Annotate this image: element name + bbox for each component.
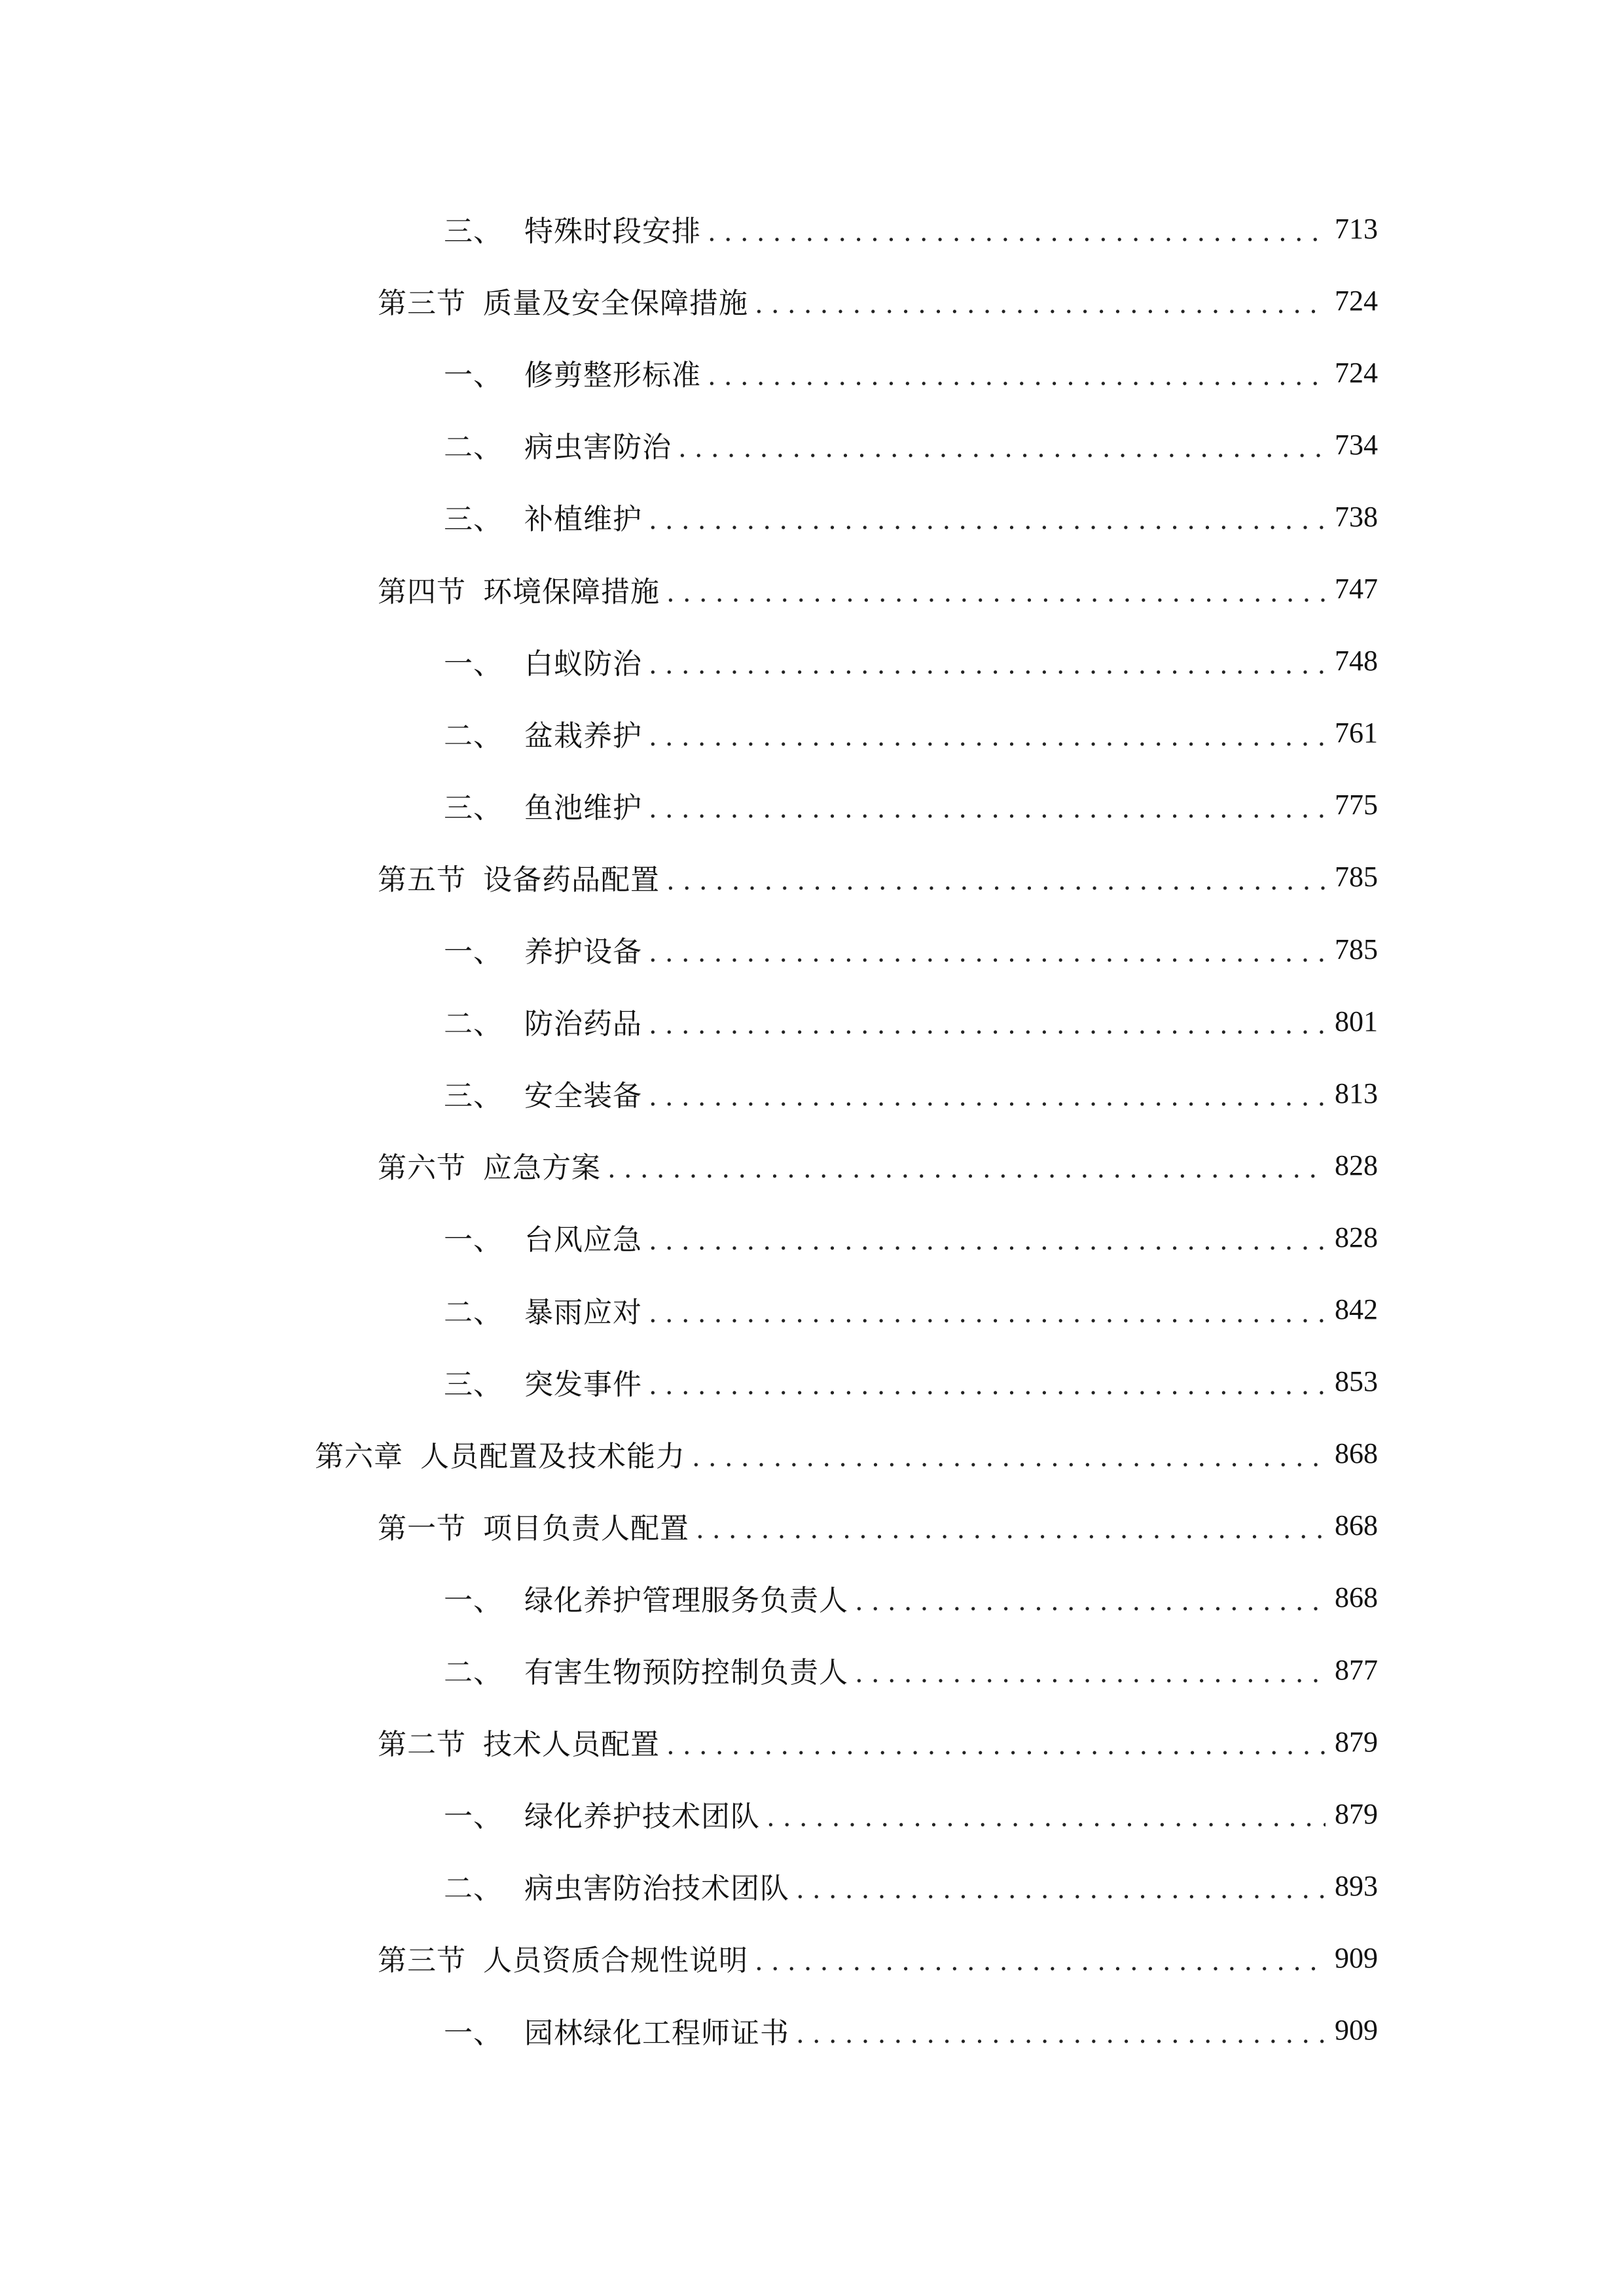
toc-page-number: 713 xyxy=(1335,212,1378,245)
toc-page-number: 724 xyxy=(1335,284,1378,317)
toc-page-number: 842 xyxy=(1335,1293,1378,1325)
toc-entry-number: 第三节 xyxy=(378,287,466,321)
dot-leader xyxy=(708,358,1326,387)
toc-row xyxy=(0,995,1624,1047)
toc-entry-title: 技术人员配置 xyxy=(483,1728,660,1762)
toc-page-number: 748 xyxy=(1335,645,1378,677)
toc-row xyxy=(0,1643,1624,1696)
toc-row xyxy=(0,1931,1624,1984)
toc-row xyxy=(0,1499,1624,1552)
toc-row xyxy=(0,202,1624,255)
toc-row xyxy=(0,490,1624,543)
toc-entry-number: 第六章 xyxy=(315,1439,403,1473)
dot-leader xyxy=(696,1511,1326,1540)
toc-entry-title: 应急方案 xyxy=(483,1151,601,1185)
toc-entry-number: 一、 xyxy=(444,935,503,969)
toc-entry-title: 人员配置及技术能力 xyxy=(420,1439,685,1473)
toc-row xyxy=(0,1139,1624,1191)
toc-page-number: 909 xyxy=(1335,1941,1378,1974)
toc-entry-item[interactable] xyxy=(444,2004,1378,2056)
dot-leader xyxy=(666,1727,1326,1756)
toc-entry-title: 修剪整形标准 xyxy=(524,359,701,393)
toc-entry-item[interactable] xyxy=(444,707,1378,759)
toc-entry-item[interactable] xyxy=(444,1571,1378,1624)
toc-entry-title: 有害生物预防控制负责人 xyxy=(524,1656,848,1689)
toc-entry-number: 二、 xyxy=(444,1007,503,1041)
toc-entry-title: 人员资质合规性说明 xyxy=(483,1944,748,1978)
toc-entry-number: 第四节 xyxy=(378,575,466,609)
toc-row xyxy=(0,1571,1624,1624)
toc-entry-number: 第二节 xyxy=(378,1728,466,1762)
toc-entry-item[interactable] xyxy=(444,1067,1378,1119)
dot-leader xyxy=(649,1367,1326,1396)
toc-row xyxy=(0,1283,1624,1336)
toc-entry-number: 二、 xyxy=(444,1656,503,1689)
toc-row xyxy=(0,1859,1624,1912)
toc-page-number: 868 xyxy=(1335,1437,1378,1470)
toc-entry-section[interactable] xyxy=(378,1139,1378,1191)
toc-row xyxy=(0,635,1624,687)
toc-entry-title: 防治药品 xyxy=(524,1007,642,1041)
toc-entry-title: 养护设备 xyxy=(524,935,642,969)
toc-row xyxy=(0,1355,1624,1408)
toc-page-number: 879 xyxy=(1335,1725,1378,1758)
toc-entry-title: 安全装备 xyxy=(524,1079,642,1113)
toc-entry-item[interactable] xyxy=(444,202,1378,255)
toc-entry-title: 绿化养护管理服务负责人 xyxy=(524,1583,848,1617)
toc-entry-item[interactable] xyxy=(444,995,1378,1047)
toc-row xyxy=(0,2004,1624,2056)
dot-leader xyxy=(649,719,1326,747)
toc-page-number: 813 xyxy=(1335,1077,1378,1109)
toc-entry-title: 白蚁防治 xyxy=(524,647,642,681)
toc-entry-item[interactable] xyxy=(444,635,1378,687)
dot-leader xyxy=(708,214,1326,243)
toc-entry-section[interactable] xyxy=(378,851,1378,903)
dot-leader xyxy=(649,1295,1326,1324)
toc-entry-title: 园林绿化工程师证书 xyxy=(524,2016,789,2050)
toc-entry-title: 绿化养护技术团队 xyxy=(524,1800,760,1834)
toc-page-number: 879 xyxy=(1335,1797,1378,1830)
toc-entry-number: 第三节 xyxy=(378,1944,466,1978)
dot-leader xyxy=(796,2016,1326,2045)
dot-leader xyxy=(855,1655,1326,1684)
toc-page-number: 828 xyxy=(1335,1221,1378,1253)
toc-entry-number: 一、 xyxy=(444,1223,503,1257)
dot-leader xyxy=(692,1439,1326,1468)
toc-entry-number: 一、 xyxy=(444,2016,503,2050)
toc-row xyxy=(0,1787,1624,1840)
toc-entry-item[interactable] xyxy=(444,1787,1378,1840)
dot-leader xyxy=(755,286,1326,315)
toc-entry-item[interactable] xyxy=(444,1283,1378,1336)
toc-entry-item[interactable] xyxy=(444,1211,1378,1263)
toc-entry-item[interactable] xyxy=(444,346,1378,399)
toc-entry-section[interactable] xyxy=(378,563,1378,615)
toc-page-number: 828 xyxy=(1335,1149,1378,1181)
dot-leader xyxy=(666,575,1326,603)
toc-page-number: 724 xyxy=(1335,356,1378,389)
toc-entry-title: 质量及安全保障措施 xyxy=(483,287,748,321)
toc-entry-section[interactable] xyxy=(378,1499,1378,1552)
dot-leader xyxy=(649,1079,1326,1107)
toc-entry-number: 三、 xyxy=(444,215,503,248)
toc-page-number: 801 xyxy=(1335,1005,1378,1037)
toc-row xyxy=(0,851,1624,903)
toc-row xyxy=(0,1211,1624,1263)
toc-entry-number: 三、 xyxy=(444,1367,503,1401)
toc-entry-item[interactable] xyxy=(444,418,1378,471)
dot-leader xyxy=(649,791,1326,819)
toc-entry-number: 二、 xyxy=(444,431,503,465)
toc-entry-number: 一、 xyxy=(444,359,503,393)
toc-entry-number: 二、 xyxy=(444,1295,503,1329)
toc-entry-number: 二、 xyxy=(444,1872,503,1906)
toc-page-number: 734 xyxy=(1335,428,1378,461)
toc-row xyxy=(0,707,1624,759)
toc-entry-title: 鱼池维护 xyxy=(524,791,642,825)
toc-row xyxy=(0,418,1624,471)
toc-entry-title: 病虫害防治技术团队 xyxy=(524,1872,789,1906)
toc-entry-number: 一、 xyxy=(444,1800,503,1834)
toc-entry-item[interactable] xyxy=(444,490,1378,543)
toc-entry-section[interactable] xyxy=(378,274,1378,327)
toc-entry-title: 病虫害防治 xyxy=(524,431,672,465)
dot-leader xyxy=(855,1583,1326,1612)
toc-entry-number: 第六节 xyxy=(378,1151,466,1185)
toc-entry-number: 第五节 xyxy=(378,863,466,897)
toc-page-number: 877 xyxy=(1335,1653,1378,1686)
dot-leader xyxy=(649,1007,1326,1035)
toc-entry-title: 项目负责人配置 xyxy=(483,1511,689,1545)
toc-row xyxy=(0,1715,1624,1768)
toc-entry-chapter[interactable] xyxy=(315,1427,1378,1480)
toc-row xyxy=(0,563,1624,615)
toc-page-number: 868 xyxy=(1335,1509,1378,1542)
toc-page-number: 909 xyxy=(1335,2014,1378,2046)
toc-row xyxy=(0,1427,1624,1480)
toc-entry-item[interactable] xyxy=(444,923,1378,975)
toc-entry-number: 二、 xyxy=(444,719,503,753)
dot-leader xyxy=(755,1943,1326,1972)
toc-entry-title: 台风应急 xyxy=(524,1223,642,1257)
toc-entry-number: 一、 xyxy=(444,647,503,681)
toc-entry-item[interactable] xyxy=(444,1643,1378,1696)
dot-leader xyxy=(796,1871,1326,1900)
toc-entry-number: 第一节 xyxy=(378,1511,466,1545)
dot-leader xyxy=(649,502,1326,531)
toc-page-number: 775 xyxy=(1335,789,1378,821)
dot-leader xyxy=(607,1151,1326,1179)
toc-row xyxy=(0,923,1624,975)
toc-page-number: 761 xyxy=(1335,717,1378,749)
toc-entry-section[interactable] xyxy=(378,1715,1378,1768)
toc-entry-item[interactable] xyxy=(444,1355,1378,1408)
dot-leader xyxy=(649,1223,1326,1251)
toc-entry-item[interactable] xyxy=(444,1859,1378,1912)
toc-page-number: 868 xyxy=(1335,1581,1378,1614)
toc-entry-section[interactable] xyxy=(378,1931,1378,1984)
toc-entry-number: 一、 xyxy=(444,1583,503,1617)
toc-entry-title: 盆栽养护 xyxy=(524,719,642,753)
toc-entry-title: 特殊时段安排 xyxy=(524,215,701,248)
toc-entry-title: 突发事件 xyxy=(524,1367,642,1401)
dot-leader xyxy=(649,647,1326,675)
toc-page-number: 893 xyxy=(1335,1869,1378,1902)
toc-entry-title: 补植维护 xyxy=(524,503,642,537)
dot-leader xyxy=(666,863,1326,891)
toc-row xyxy=(0,1067,1624,1119)
toc-entry-number: 三、 xyxy=(444,1079,503,1113)
toc-row xyxy=(0,346,1624,399)
toc-entry-item[interactable] xyxy=(444,779,1378,831)
dot-leader xyxy=(767,1799,1326,1828)
toc-row xyxy=(0,779,1624,831)
toc-page-number: 747 xyxy=(1335,573,1378,605)
toc-page-number: 738 xyxy=(1335,500,1378,533)
toc-row xyxy=(0,274,1624,327)
toc-entry-number: 三、 xyxy=(444,503,503,537)
toc-entry-title: 暴雨应对 xyxy=(524,1295,642,1329)
toc-page-number: 785 xyxy=(1335,861,1378,893)
toc-entry-number: 三、 xyxy=(444,791,503,825)
dot-leader xyxy=(678,430,1326,459)
toc-page-number: 853 xyxy=(1335,1365,1378,1398)
dot-leader xyxy=(649,935,1326,963)
toc-entry-title: 环境保障措施 xyxy=(483,575,660,609)
toc-entry-title: 设备药品配置 xyxy=(483,863,660,897)
toc-page-number: 785 xyxy=(1335,933,1378,965)
